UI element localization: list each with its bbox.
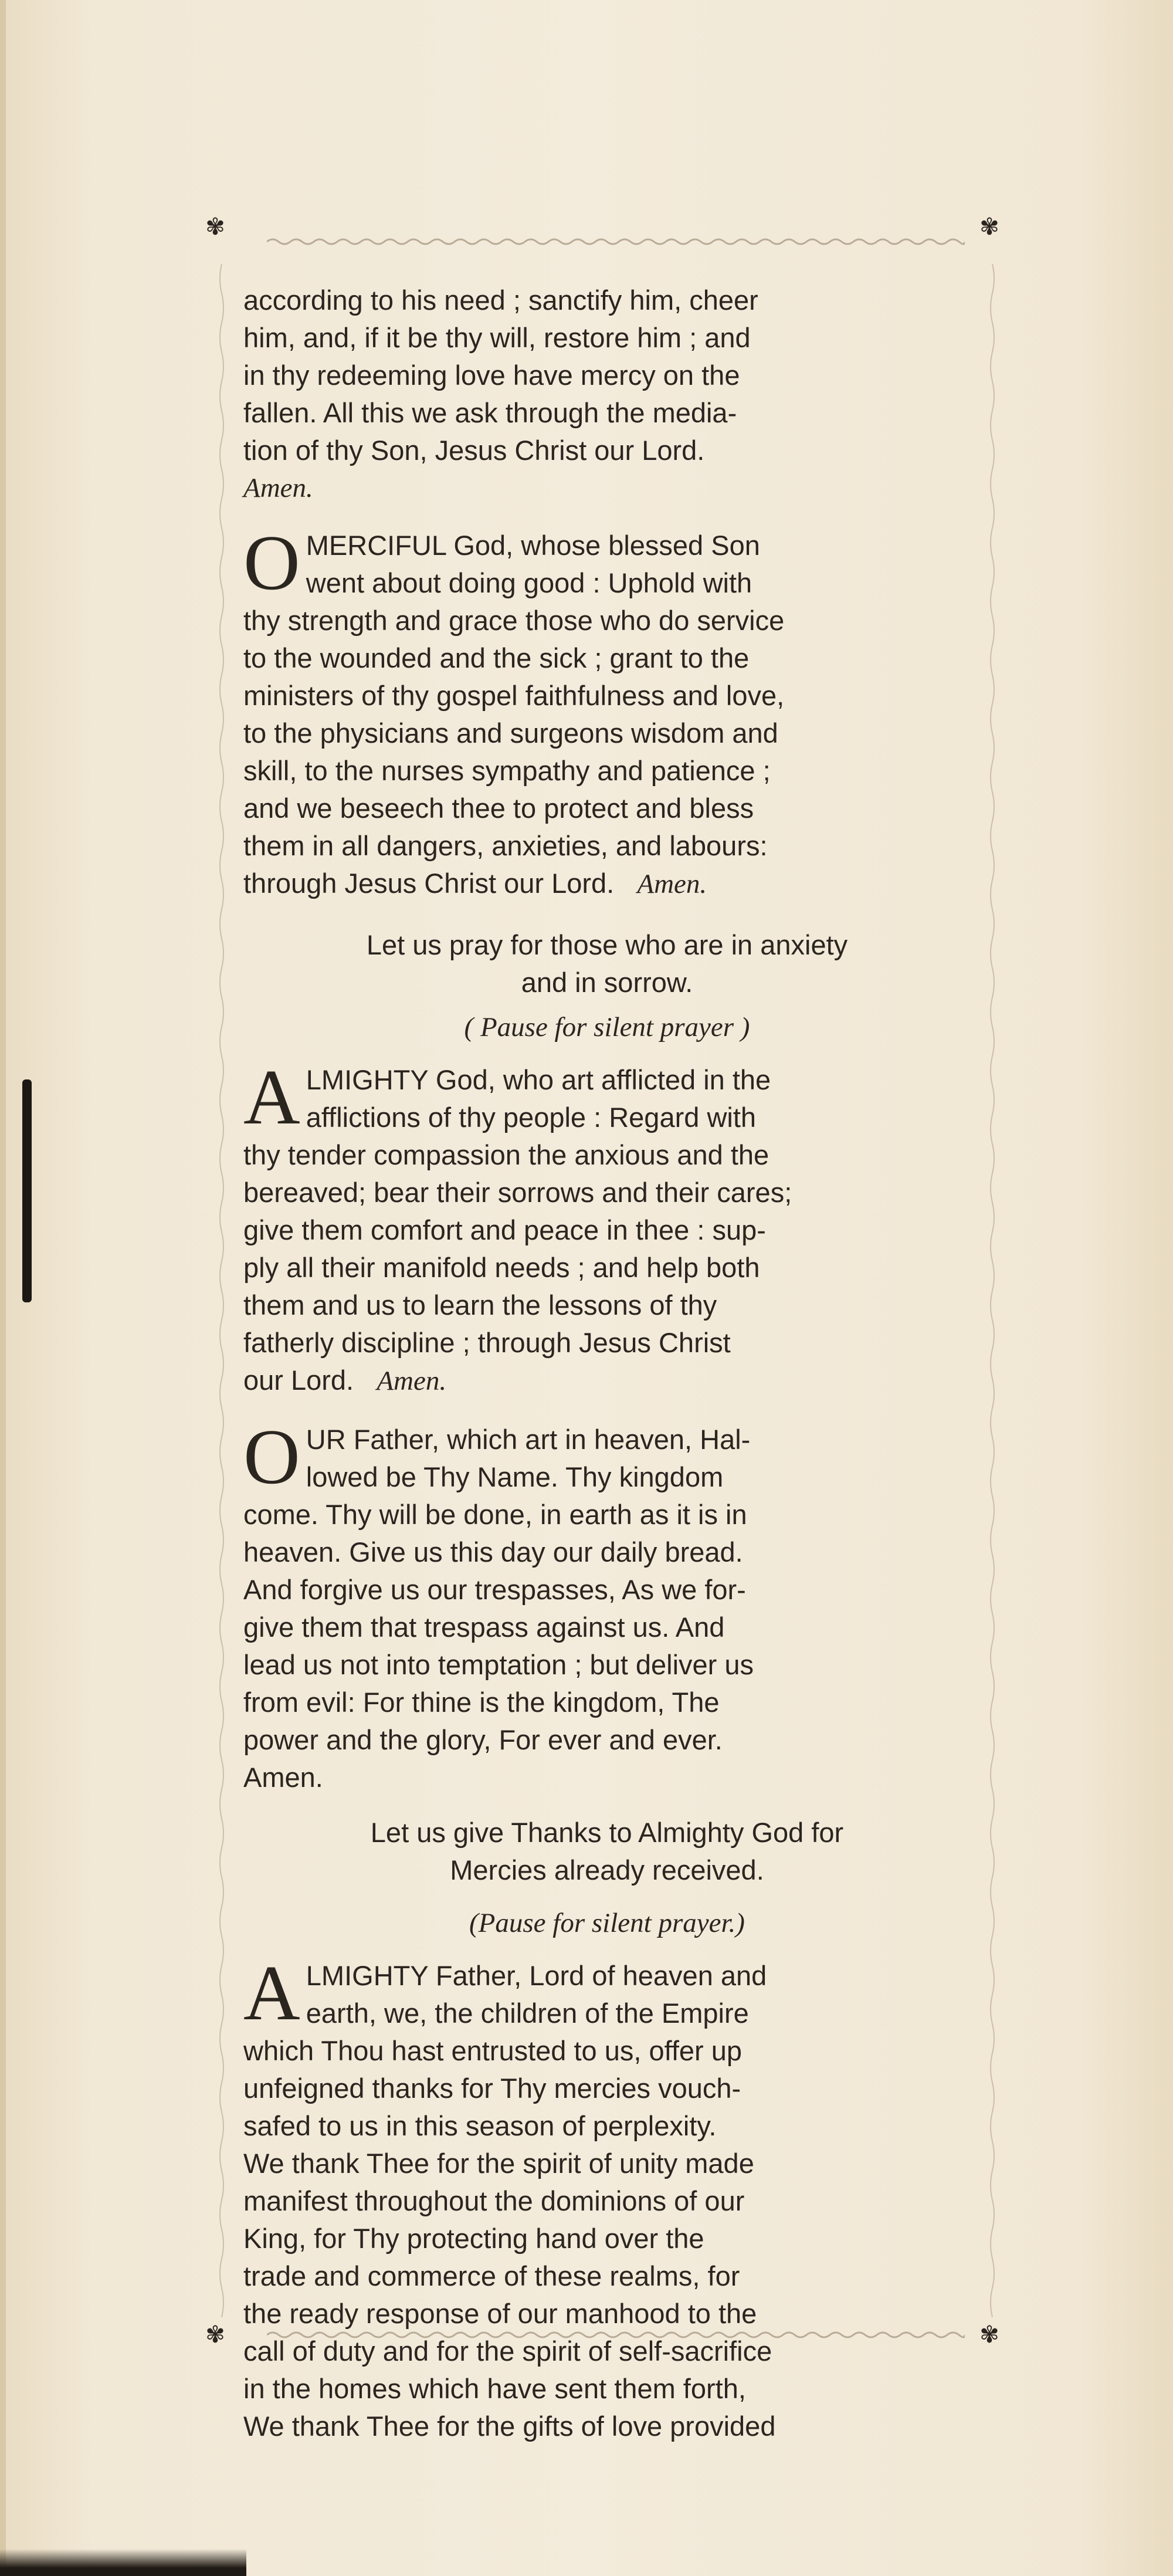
text-line: give them comfort and peace in thee : sup- (243, 1214, 766, 1245)
top-wavy-border (267, 236, 965, 248)
corner-ornament-bottom-left-icon: ✾ (205, 2321, 225, 2348)
text-line: Mercies already received. (450, 1854, 764, 1886)
text-line: in the homes which have sent them forth, (243, 2373, 746, 2404)
text-line: Amen. (243, 1762, 323, 1793)
text-line: ply all their manifold needs ; and help both (243, 1252, 760, 1283)
amen: Amen. (637, 869, 707, 899)
prayer-merciful (243, 519, 971, 903)
corner-ornament-top-right-icon: ✾ (979, 214, 999, 241)
text-line: the ready response of our manhood to the (243, 2298, 757, 2329)
text-line: in thy redeeming love have mercy on the (243, 360, 740, 391)
text-line: come. Thy will be done, in earth as it is in (243, 1499, 747, 1530)
prayer-thanksgiving (243, 1949, 971, 2445)
text-line: manifest throughout the dominions of our (243, 2185, 745, 2216)
text-line: to the physicians and surgeons wisdom and (243, 717, 778, 749)
amen: Amen. (243, 473, 313, 503)
text-line: them in all dangers, anxieties, and labours: (243, 830, 768, 861)
text-line: and in sorrow. (521, 967, 693, 998)
text-line: bereaved; bear their sorrows and their cares; (243, 1177, 792, 1208)
text-line: skill, to the nurses sympathy and patience ; (243, 755, 771, 786)
text-line: heaven. Give us this day our daily bread. (243, 1536, 743, 1568)
lords-prayer (243, 1413, 971, 1796)
prayer-text-column (243, 282, 971, 2445)
bidding-thanks (243, 1814, 971, 1889)
left-wavy-border (217, 264, 226, 2317)
text-line: safed to us in this season of perplexity. (243, 2110, 717, 2141)
text-line: We thank Thee for the spirit of unity made (243, 2148, 754, 2179)
text-line: to the wounded and the sick ; grant to the (243, 642, 750, 673)
corner-ornament-bottom-right-icon: ✾ (979, 2321, 999, 2348)
text-line: unfeigned thanks for Thy mercies vouch- (243, 2073, 741, 2104)
text-line: thy tender compassion the anxious and the (243, 1139, 769, 1170)
text-line: We thank Thee for the gifts of love provided (243, 2411, 776, 2442)
dropcap: O (243, 519, 300, 606)
text-line: lead us not into temptation ; but deliver us (243, 1649, 754, 1680)
text-line: LMIGHTY God, who art afflicted in the (306, 1064, 771, 1095)
text-line: call of duty and for the spirit of self-sacrifice (243, 2335, 772, 2367)
text-line: according to his need ; sanctify him, cheer (243, 285, 758, 316)
text-line: ministers of thy gospel faithfulness and love, (243, 680, 785, 711)
text-line: trade and commerce of these realms, for (243, 2260, 740, 2291)
text-line: our Lord. Amen. (243, 1365, 447, 1396)
page-left-edge (0, 0, 6, 2576)
text-line: earth, we, the children of the Empire (306, 1998, 749, 2029)
text-line: and we beseech thee to protect and bless (243, 793, 754, 824)
bottom-shadow (0, 2549, 246, 2576)
dropcap: A (243, 1054, 300, 1140)
text-line: UR Father, which art in heaven, Hal- (306, 1424, 751, 1455)
continuation-paragraph (243, 282, 971, 507)
text-line: afflictions of thy people : Regard with (306, 1102, 757, 1133)
dropcap: O (243, 1413, 300, 1500)
bidding-anxiety (243, 926, 971, 1001)
amen: Amen. (377, 1366, 447, 1396)
text-line: thy strength and grace those who do service (243, 605, 785, 636)
prayer-almighty-afflicted (243, 1054, 971, 1400)
dropcap: A (243, 1949, 300, 2036)
text-line: Let us pray for those who are in anxiety (366, 929, 848, 960)
text-line: tion of thy Son, Jesus Christ our Lord. (243, 435, 705, 466)
binding-mark (22, 1079, 32, 1302)
pause-note: (Pause for silent prayer.) (469, 1908, 745, 1938)
text-line: power and the glory, For ever and ever. (243, 1724, 723, 1755)
pause-note: ( Pause for silent prayer ) (464, 1012, 750, 1042)
text-line: King, for Thy protecting hand over the (243, 2223, 704, 2254)
text-line: them and us to learn the lessons of thy (243, 1289, 717, 1321)
corner-ornament-top-left-icon: ✾ (205, 214, 225, 241)
text-line: him, and, if it be thy will, restore him ; and (243, 322, 751, 353)
text-line: from evil: For thine is the kingdom, The (243, 1687, 720, 1718)
right-wavy-border (988, 264, 997, 2317)
text-line: Let us give Thanks to Almighty God for (370, 1817, 844, 1848)
text-line: give them that trespass against us. And (243, 1612, 725, 1643)
text-line: LMIGHTY Father, Lord of heaven and (306, 1960, 767, 1991)
text-line: MERCIFUL God, whose blessed Son (306, 530, 760, 561)
text-line: And forgive us our trespasses, As we for- (243, 1574, 746, 1605)
text-line: went about doing good : Uphold with (306, 567, 752, 598)
text-line: lowed be Thy Name. Thy kingdom (306, 1461, 724, 1492)
text-line: fallen. All this we ask through the media- (243, 397, 737, 428)
text-line: through Jesus Christ our Lord. Amen. (243, 868, 707, 899)
text-line: which Thou hast entrusted to us, offer up (243, 2035, 743, 2066)
text-line: fatherly discipline ; through Jesus Christ (243, 1327, 731, 1358)
